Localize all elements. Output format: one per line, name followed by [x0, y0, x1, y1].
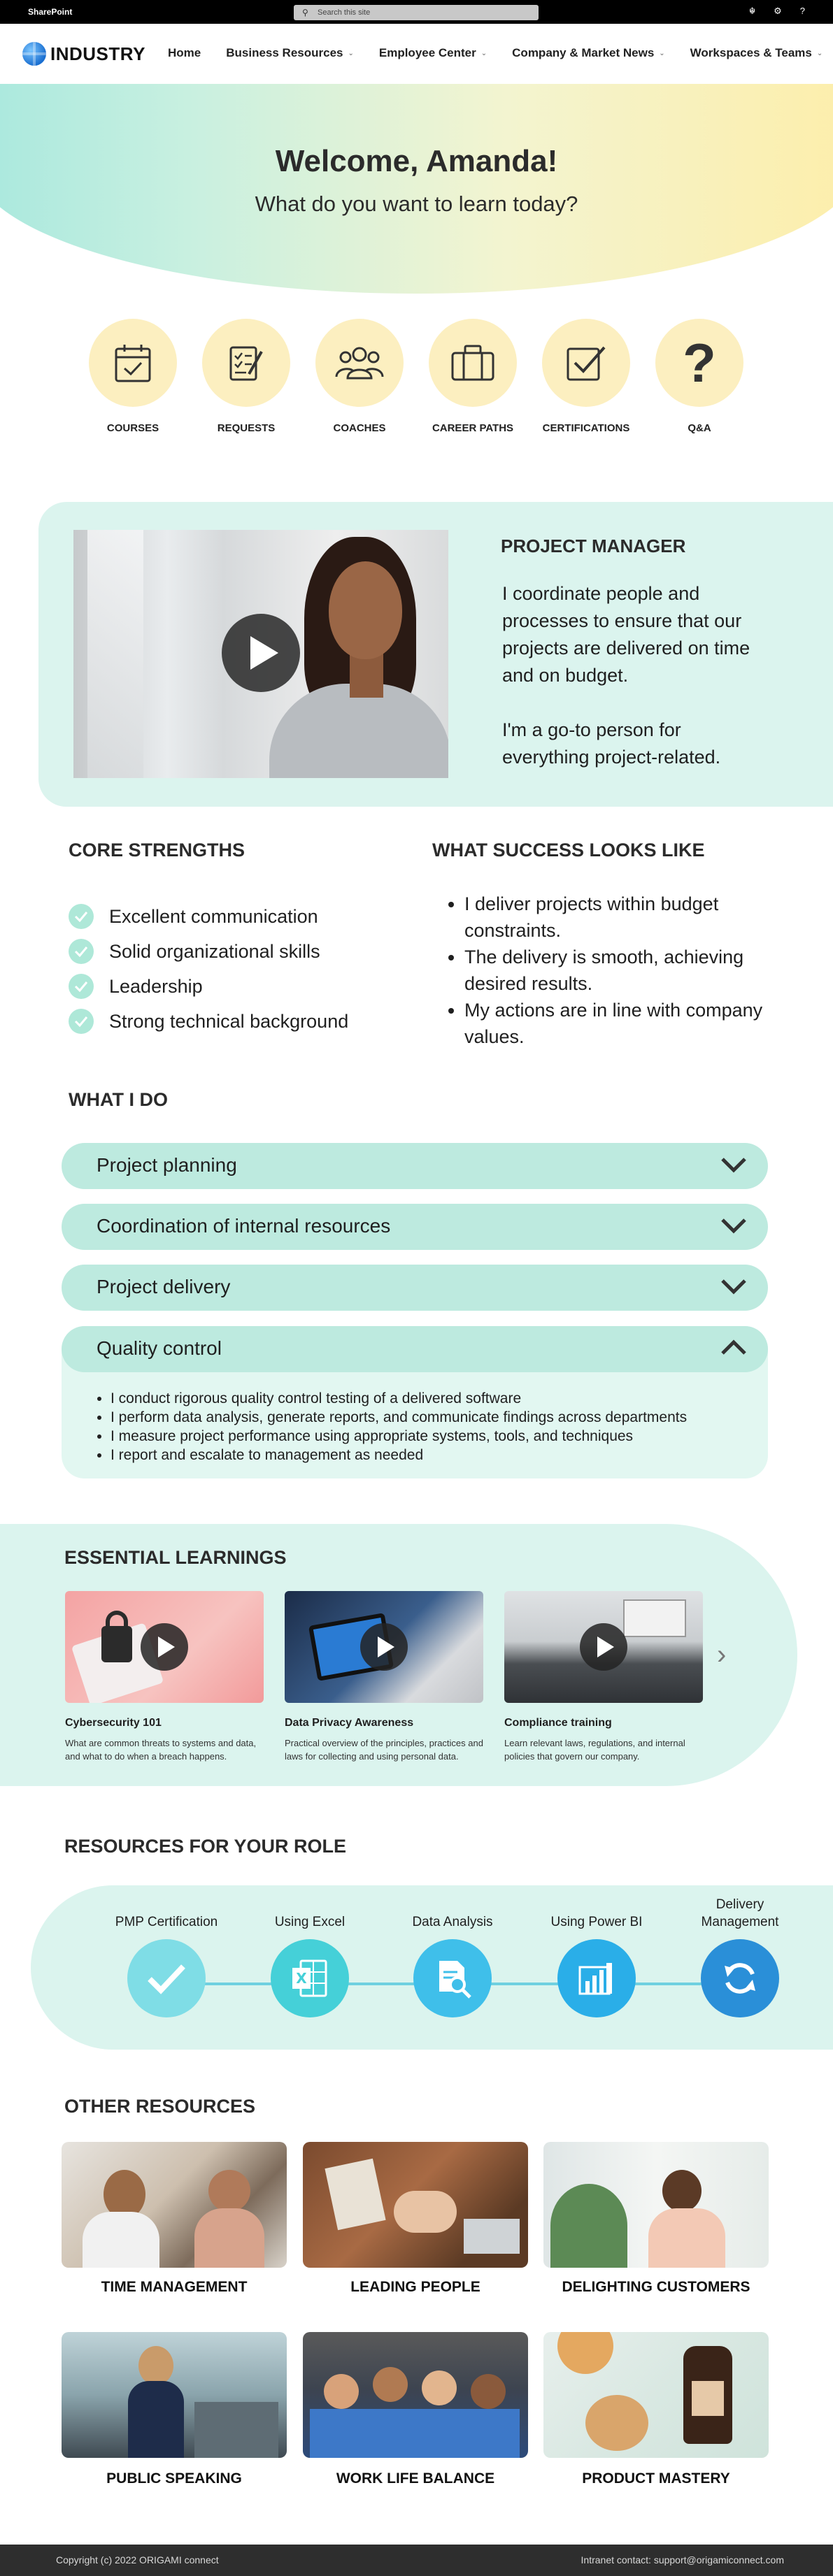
chevron-down-icon: ⌄ [348, 49, 354, 57]
play-icon[interactable] [141, 1623, 188, 1671]
strengths-title: CORE STRENGTHS [69, 840, 245, 861]
hero-title: Welcome, Amanda! [275, 144, 558, 178]
nav-label: Workspaces & Teams [690, 46, 812, 59]
role-paragraph: I coordinate people and processes to ensure that our projects are delivered on time and on budget. [502, 583, 750, 686]
accordion-project-delivery[interactable] [62, 1265, 768, 1311]
course-thumbnail [504, 1591, 703, 1703]
chevron-down-icon [720, 1216, 747, 1238]
accordion-project-planning[interactable] [62, 1143, 768, 1189]
hero-banner [0, 84, 833, 294]
site-header [0, 24, 833, 84]
resource-label-work-life-balance[interactable]: WORK LIFE BALANCE [336, 2470, 495, 2487]
list-item: • I measure project performance using appropriate systems, tools, and techniques [111, 1427, 687, 1446]
check-circle-icon [69, 1009, 94, 1034]
list-item [69, 899, 348, 934]
footer-contact[interactable]: Intranet contact: support@origamiconnect.com [581, 2554, 784, 2566]
nav-label: Company & Market News [512, 46, 655, 59]
list-item: • My actions are in line with company values. [464, 997, 774, 1050]
role-title: PROJECT MANAGER [501, 535, 686, 556]
role-paragraph: I'm a go-to person for everything project-related. [502, 719, 721, 768]
chevron-down-icon: ⌄ [480, 49, 487, 57]
suite-bar [0, 0, 833, 24]
top-navigation [168, 46, 823, 60]
role-video-thumbnail[interactable] [73, 530, 448, 778]
globe-icon [22, 42, 46, 66]
check-circle-icon [69, 939, 94, 964]
clipboard-check-icon [202, 319, 290, 407]
resource-image-public-speaking[interactable] [62, 2332, 287, 2458]
bar-chart-icon [557, 1939, 636, 2017]
accordion-coordination[interactable] [62, 1204, 768, 1250]
nav-label: Business Resources [226, 46, 343, 59]
resource-image-delighting-customers[interactable] [543, 2142, 769, 2268]
refresh-icon [701, 1939, 779, 2017]
accordion-label: Quality control [97, 1337, 222, 1359]
tile-label: COACHES [333, 422, 386, 434]
checkmark-icon [127, 1939, 206, 2017]
resources-title: RESOURCES FOR YOUR ROLE [64, 1836, 347, 1857]
tile-career-paths[interactable] [428, 319, 518, 434]
check-circle-icon [69, 974, 94, 999]
list-item [69, 969, 348, 1004]
play-icon[interactable] [580, 1623, 627, 1671]
chevron-down-icon: ⌄ [659, 49, 665, 57]
strength-label: Excellent communication [109, 905, 318, 927]
page-footer [0, 2545, 833, 2576]
nav-workspaces-teams[interactable] [690, 46, 823, 60]
excel-icon [271, 1939, 349, 2017]
svg-text:X: X [296, 1970, 307, 1987]
resource-image-time-management[interactable] [62, 2142, 287, 2268]
success-title: WHAT SUCCESS LOOKS LIKE [432, 840, 705, 861]
resource-power-bi[interactable] [534, 1897, 660, 2017]
tile-label: Q&A [688, 422, 711, 434]
resource-label-delighting-customers[interactable]: DELIGHTING CUSTOMERS [562, 2279, 750, 2295]
calendar-icon [89, 319, 177, 407]
course-description: What are common threats to systems and data, and what to do when a breach happens. [65, 1738, 257, 1762]
tile-requests[interactable] [201, 319, 291, 434]
people-icon [315, 319, 404, 407]
list-item: • I report and escalate to management as needed [111, 1446, 687, 1465]
list-item [69, 1004, 348, 1039]
course-thumbnail [65, 1591, 264, 1703]
resource-image-leading-people[interactable] [303, 2142, 528, 2268]
course-title: Compliance training [504, 1717, 612, 1729]
resource-pmp[interactable] [104, 1897, 229, 2017]
resource-image-product-mastery[interactable] [543, 2332, 769, 2458]
logo-text: INDUSTRY [50, 43, 145, 64]
tile-label: REQUESTS [217, 422, 276, 434]
tile-label: COURSES [106, 422, 159, 434]
list-item: • I conduct rigorous quality control testing of a delivered software [111, 1389, 687, 1408]
nav-employee-center[interactable] [379, 46, 487, 60]
resource-data-analysis[interactable] [390, 1897, 515, 2017]
resource-label-product-mastery[interactable]: PRODUCT MASTERY [582, 2470, 730, 2487]
search-icon: ⚲ [302, 8, 308, 17]
course-thumbnail [285, 1591, 483, 1703]
list-item: • The delivery is smooth, achieving desired results. [464, 944, 774, 997]
what-i-do-title: WHAT I DO [69, 1089, 168, 1110]
resource-label: Delivery Management [701, 1897, 779, 1929]
tile-label: CERTIFICATIONS [542, 422, 630, 434]
search-placeholder: Search this site [318, 8, 371, 17]
resource-label: Using Power BI [550, 1915, 643, 1929]
tile-label: CAREER PATHS [432, 422, 514, 434]
resource-image-work-life-balance[interactable] [303, 2332, 528, 2458]
hero-subtitle: What do you want to learn today? [255, 192, 578, 216]
course-title: Data Privacy Awareness [285, 1717, 414, 1729]
resource-label: Data Analysis [412, 1915, 493, 1929]
megaphone-icon[interactable]: ☬ [748, 6, 756, 16]
tile-qa[interactable] [655, 319, 744, 434]
chevron-down-icon [720, 1277, 747, 1299]
course-card-compliance[interactable] [504, 1591, 703, 1763]
tile-courses[interactable] [88, 319, 178, 434]
checkbox-icon [542, 319, 630, 407]
background-window [87, 530, 143, 778]
suite-bar-actions [749, 6, 805, 17]
search-input[interactable] [294, 5, 539, 20]
other-resources-title: OTHER RESOURCES [64, 2096, 256, 2117]
app-name[interactable]: SharePoint [28, 7, 73, 17]
accordion-label: Coordination of internal resources [97, 1215, 391, 1237]
resource-delivery-management[interactable] [677, 1897, 803, 2017]
resource-label: Using Excel [274, 1915, 346, 1929]
strength-label: Leadership [109, 975, 203, 997]
resource-label-time-management[interactable]: TIME MANAGEMENT [101, 2279, 248, 2295]
resource-excel[interactable] [247, 1897, 373, 2017]
check-circle-icon [69, 904, 94, 929]
nav-business-resources[interactable] [226, 46, 354, 60]
list-item: • I perform data analysis, generate reports, and communicate findings across departments [111, 1408, 687, 1427]
nav-label: Home [168, 46, 201, 59]
play-icon[interactable] [360, 1623, 408, 1671]
gear-icon[interactable]: ⚙ [774, 6, 782, 16]
accordion-label: Project delivery [97, 1276, 231, 1297]
quality-control-list [111, 1389, 687, 1465]
course-title: Cybersecurity 101 [65, 1717, 162, 1729]
nav-label: Employee Center [378, 46, 476, 59]
nav-company-news[interactable] [512, 46, 665, 60]
role-description [502, 580, 768, 771]
course-card-data-privacy[interactable] [285, 1591, 483, 1763]
resource-label-public-speaking[interactable]: PUBLIC SPEAKING [106, 2470, 242, 2487]
resource-label: PMP Certification [115, 1915, 218, 1929]
help-icon[interactable]: ? [799, 6, 805, 16]
footer-copyright: Copyright (c) 2022 ORIGAMI connect [56, 2554, 219, 2566]
report-search-icon [413, 1939, 492, 2017]
learnings-title: ESSENTIAL LEARNINGS [64, 1547, 287, 1568]
strength-label: Solid organizational skills [109, 940, 320, 962]
quick-links [88, 319, 746, 438]
tile-coaches[interactable] [315, 319, 404, 434]
hero-background [0, 84, 833, 294]
strength-label: Strong technical background [109, 1010, 349, 1032]
tile-certifications[interactable] [541, 319, 631, 434]
resource-label-leading-people[interactable]: LEADING PEOPLE [350, 2279, 480, 2295]
chevron-up-icon [720, 1339, 747, 1360]
list-item [69, 934, 348, 969]
chevron-down-icon: ⌄ [816, 49, 823, 57]
briefcase-icon [429, 319, 517, 407]
person-face [329, 561, 402, 659]
question-icon: ? [655, 319, 743, 407]
chevron-down-icon [720, 1156, 747, 1177]
chevron-right-icon[interactable]: › [717, 1639, 727, 1670]
person-body [269, 684, 448, 778]
success-list [445, 891, 774, 1050]
accordion-quality-control[interactable] [62, 1326, 768, 1372]
accordion-label: Project planning [97, 1154, 237, 1176]
strengths-list [69, 899, 348, 1039]
list-item: • I deliver projects within budget constraints. [464, 891, 774, 944]
course-description: Practical overview of the principles, practices and laws for collecting and using personal data. [285, 1738, 483, 1762]
nav-home[interactable] [168, 46, 201, 60]
course-card-cybersecurity[interactable] [65, 1591, 264, 1763]
site-logo[interactable] [22, 42, 145, 66]
course-description: Learn relevant laws, regulations, and internal policies that govern our company. [504, 1738, 685, 1762]
play-icon[interactable] [222, 614, 300, 692]
